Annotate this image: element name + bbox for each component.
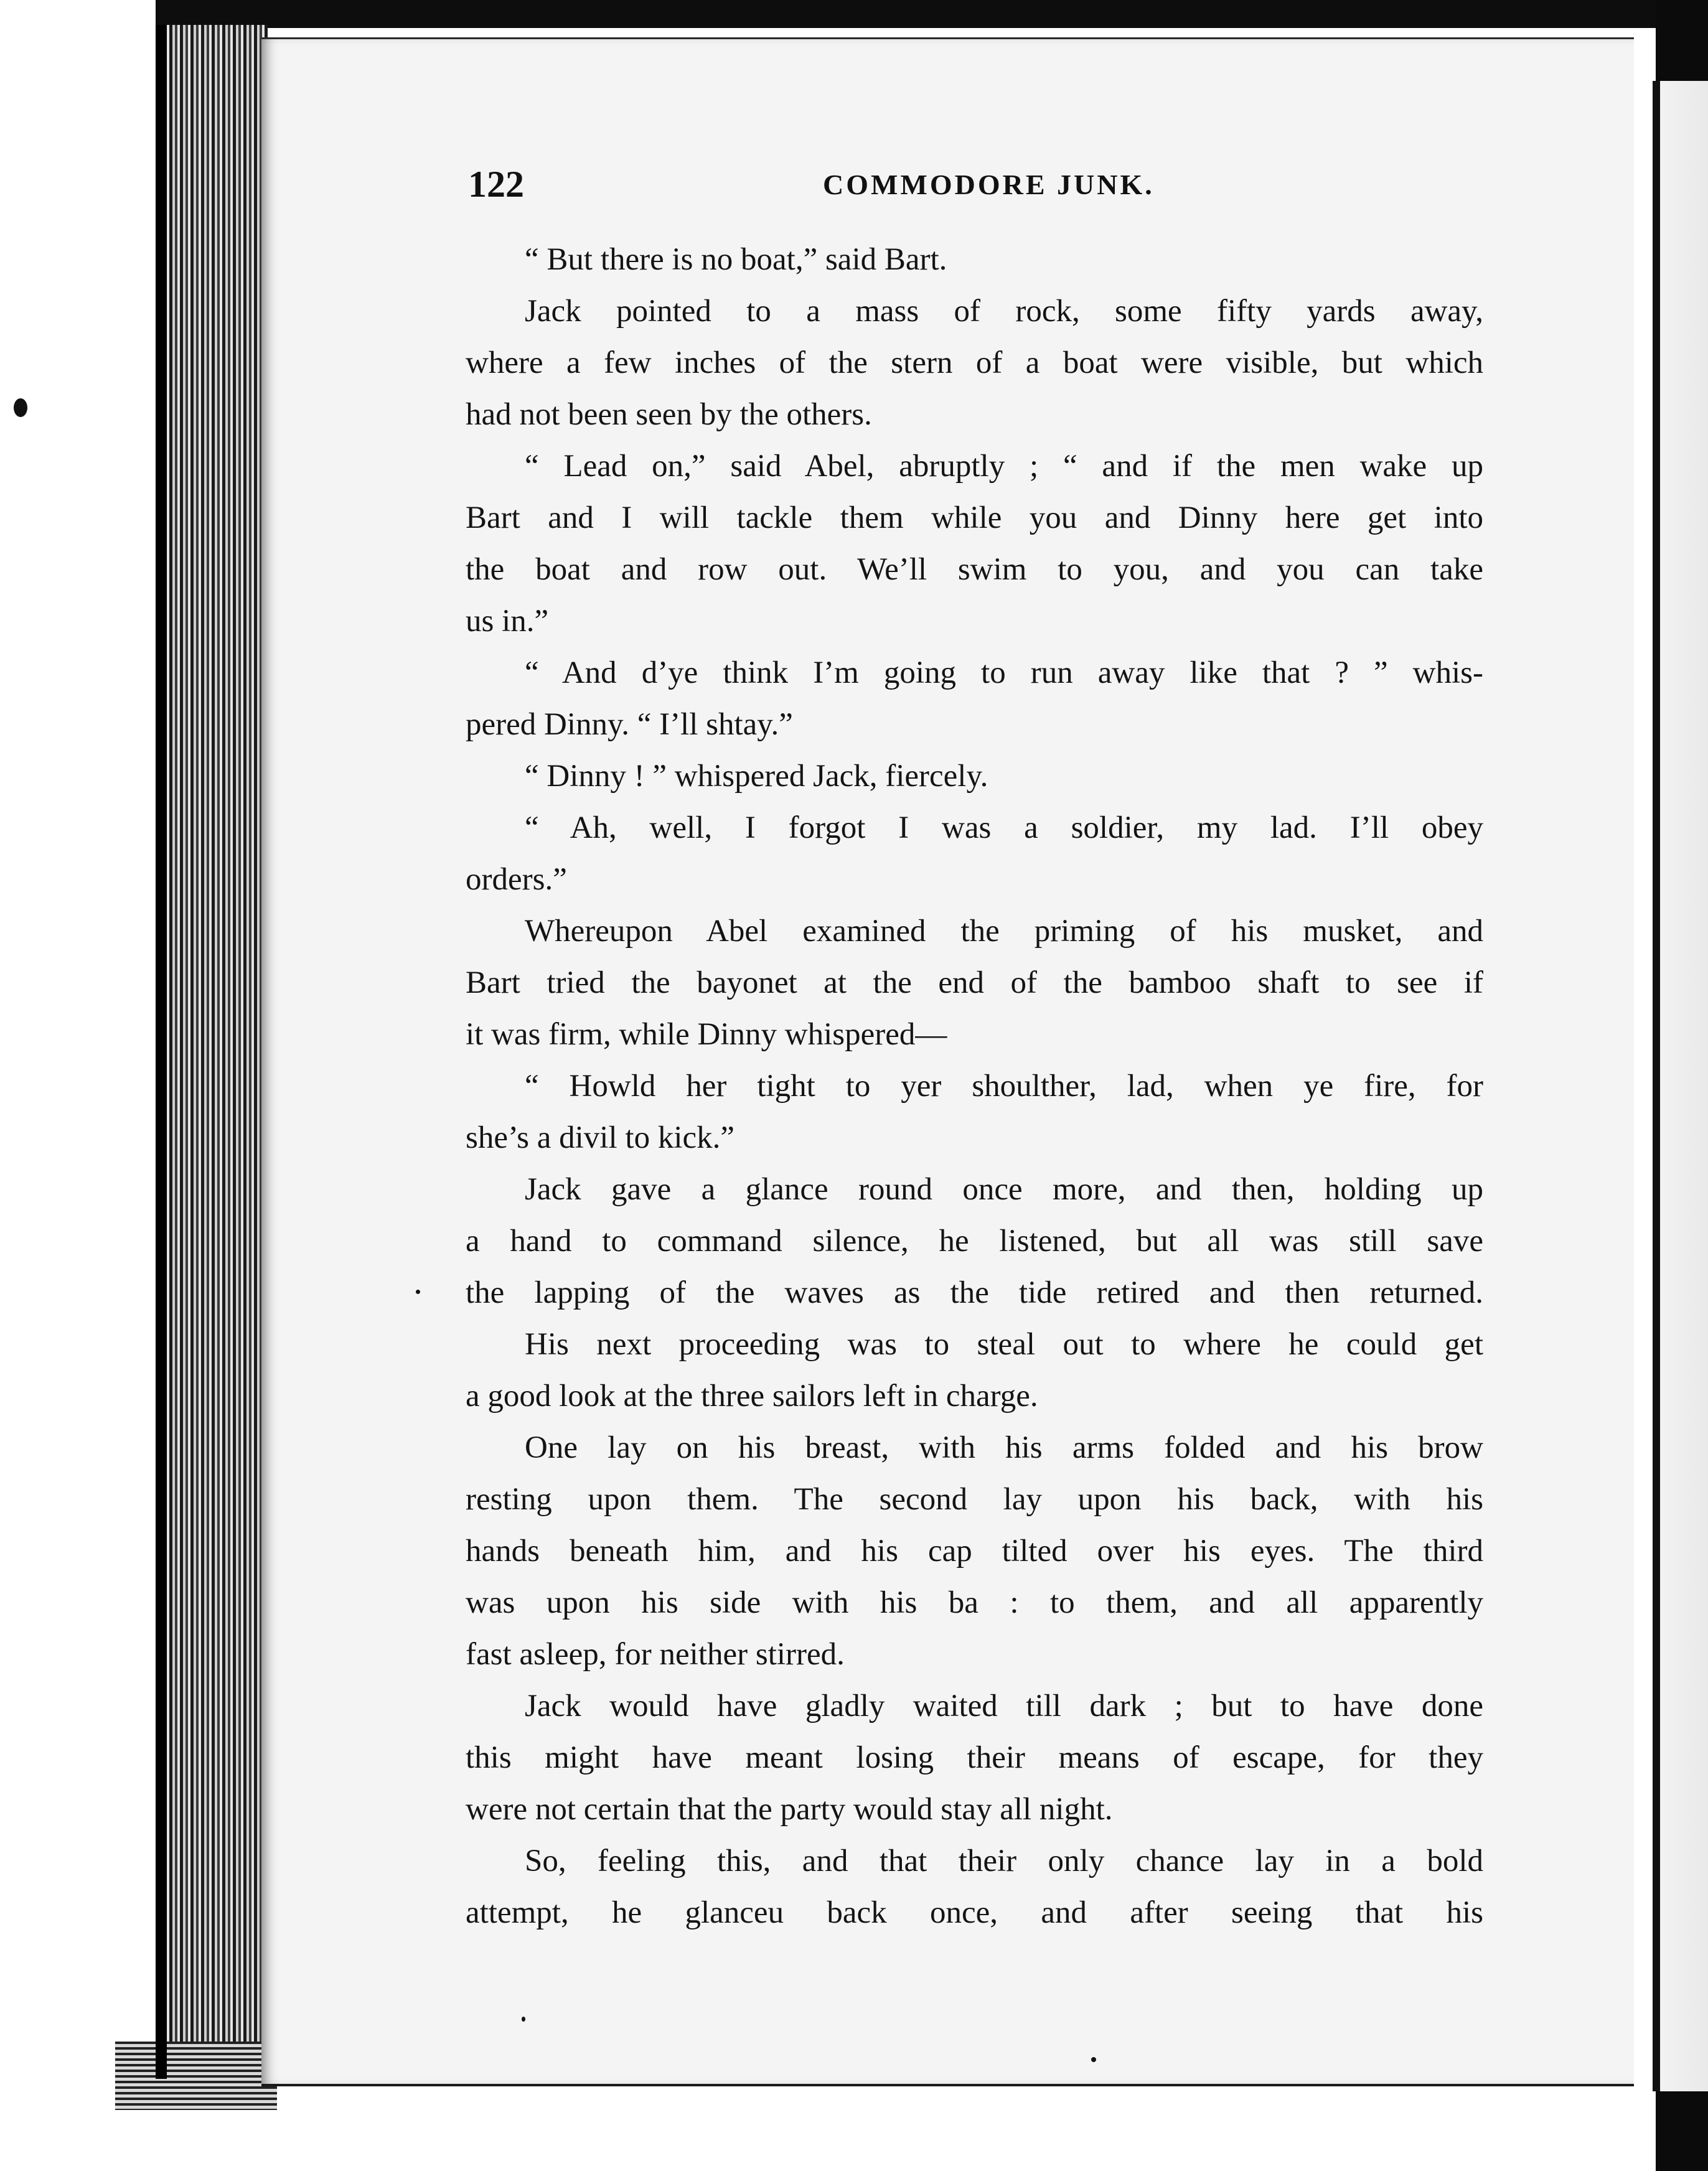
page-edges-bottom [115, 2042, 277, 2110]
scan-speck [416, 1290, 420, 1294]
scan-background-top [156, 0, 1708, 28]
text-line: His next proceeding was to steal out to where he could get [525, 1327, 1483, 1362]
page-header [468, 163, 1203, 213]
text-line: us in.” [466, 604, 549, 639]
text-line: Bart and I will tackle them while you and Dinny here get into [466, 500, 1483, 535]
text-line: this might have meant losing their means of escape, for they [466, 1740, 1483, 1775]
text-line: hands beneath him, and his cap tilted over his eyes. The third [466, 1534, 1483, 1568]
text-line: “ And d’ye think I’m going to run away like that ? ” whis- [525, 655, 1483, 690]
text-line: orders.” [466, 862, 567, 897]
text-line: pered Dinny. “ I’ll shtay.” [466, 707, 793, 742]
text-line: it was firm, while Dinny whispered— [466, 1017, 947, 1052]
text-line: resting upon them. The second lay upon his back, with his [466, 1482, 1483, 1517]
text-line: “ Howld her tight to yer shoulther, lad, when ye fire, for [525, 1069, 1483, 1104]
text-line: Bart tried the bayonet at the end of the bamboo shaft to see if [466, 965, 1483, 1000]
text-line: “ Lead on,” said Abel, abruptly ; “ and if the men wake up [525, 449, 1483, 484]
text-line: a good look at the three sailors left in charge. [466, 1379, 1038, 1414]
text-line: where a few inches of the stern of a boat were visible, but which [466, 345, 1483, 380]
facing-page-edge [1653, 81, 1708, 2091]
text-line: fast asleep, for neither stirred. [466, 1637, 845, 1672]
scan-speck [1091, 2057, 1096, 2062]
text-line: Jack pointed to a mass of rock, some fifty yards away, [525, 294, 1483, 329]
text-line: “ Ah, well, I forgot I was a soldier, my lad. I’ll obey [525, 810, 1483, 845]
text-line: were not certain that the party would stay all night. [466, 1792, 1113, 1827]
text-line: One lay on his breast, with his arms folded and his brow [525, 1430, 1483, 1465]
text-line: Whereupon Abel examined the priming of his musket, and [525, 914, 1483, 949]
page-number: 122 [468, 164, 524, 205]
text-line: “ But there is no boat,” said Bart. [525, 242, 947, 277]
text-line: the lapping of the waves as the tide retired and then returned. [466, 1275, 1483, 1310]
scan-speck [14, 398, 27, 417]
spine-shadow [156, 25, 167, 2079]
text-line: “ Dinny ! ” whispered Jack, fiercely. [525, 759, 988, 794]
scan-speck [522, 2017, 525, 2022]
page-edges [159, 25, 268, 2079]
text-line: So, feeling this, and that their only chance lay in a bold [525, 1844, 1483, 1878]
text-line: the boat and row out. We’ll swim to you, and you can take [466, 552, 1483, 587]
text-line: attempt, he glanceu back once, and after seeing that his [466, 1895, 1483, 1930]
text-line: had not been seen by the others. [466, 397, 872, 432]
text-line: Jack would have gladly waited till dark ; but to have done [525, 1689, 1483, 1723]
text-line: a hand to command silence, he listened, but all was still save [466, 1224, 1483, 1259]
text-line: Jack gave a glance round once more, and then, holding up [525, 1172, 1483, 1207]
text-line: she’s a divil to kick.” [466, 1120, 735, 1155]
body-text [466, 234, 1483, 1939]
running-head: COMMODORE JUNK. [823, 169, 1155, 200]
text-line: was upon his side with his ba : to them, and all apparently [466, 1585, 1483, 1620]
